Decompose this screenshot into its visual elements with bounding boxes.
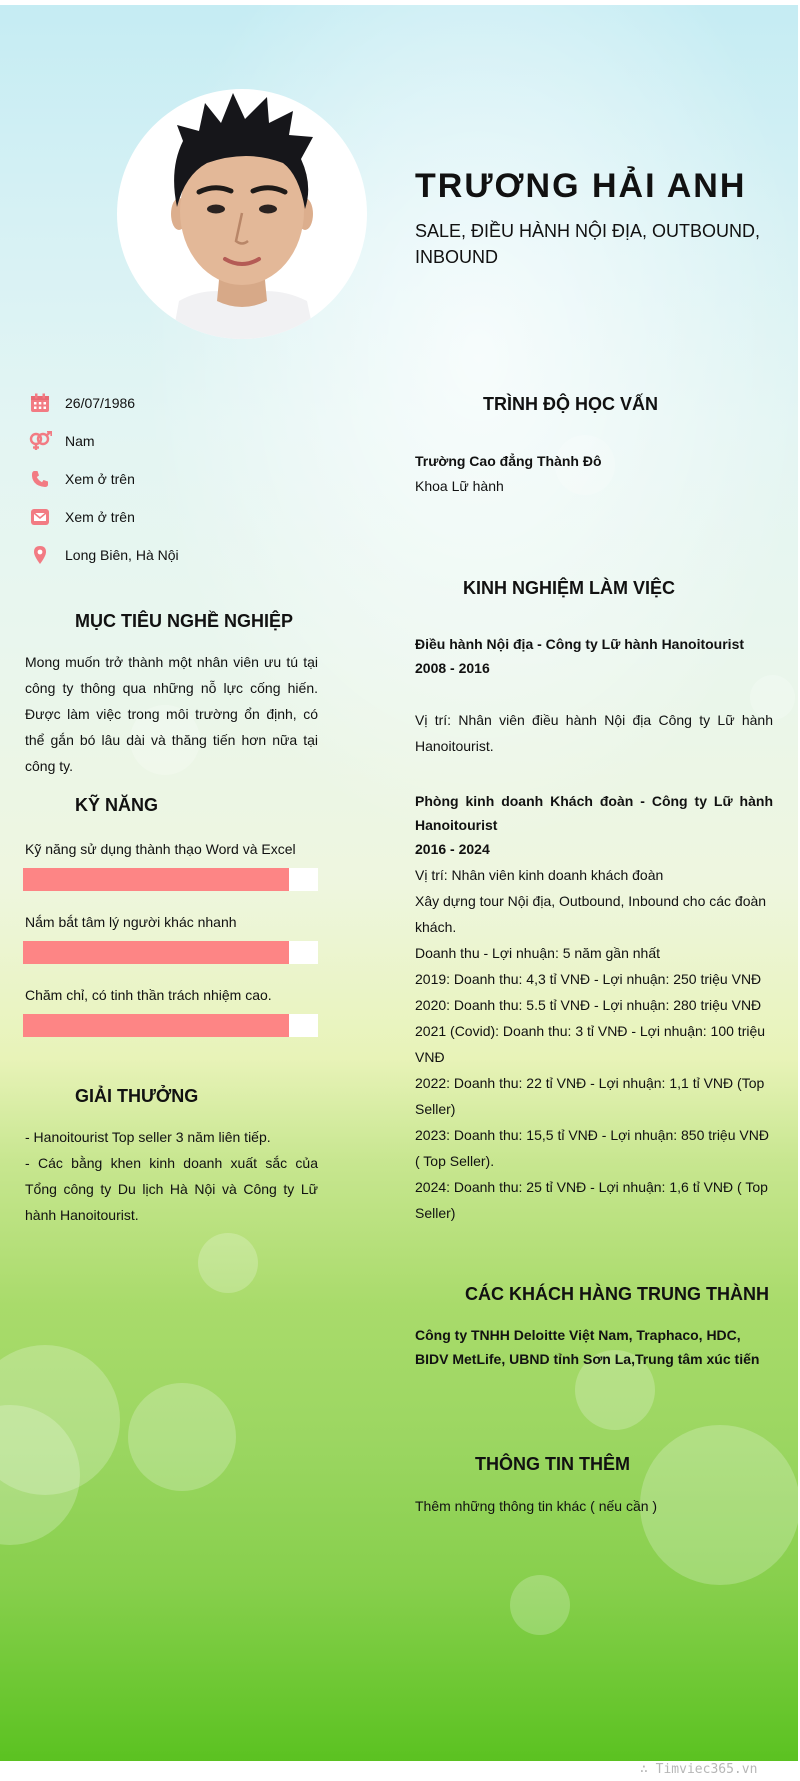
contact-birthday-row [28,390,136,416]
education-school: Trường Cao đẳng Thành Đô [415,453,602,469]
skill-bar [23,941,318,964]
skill-label: Chăm chỉ, có tinh thần trách nhiệm cao. [25,987,272,1003]
clients-text: Công ty TNHH Deloitte Việt Nam, Traphaco, HDC, BIDV MetLife, UBND tỉnh Sơn La,Trung tâm xúc tiến [415,1327,760,1367]
job-line: 2020: Doanh thu: 5.5 tỉ VNĐ - Lợi nhuận: 280 triệu VNĐ [415,997,762,1013]
site-watermark: ∴ Timviec365.vn [640,1762,758,1777]
job-line: 2023: Doanh thu: 15,5 tỉ VNĐ - Lợi nhuận: 850 triệu VNĐ ( Top Seller). [415,1127,769,1169]
contact-gender-row [28,428,95,454]
job-line: Vị trí: Nhân viên kinh doanh khách đoàn [415,867,664,883]
phone-value: Xem ở trên [65,471,135,487]
skill-bar [23,868,318,891]
contact-email-row [28,504,135,530]
awards-heading: GIẢI THƯỞNG [75,1086,199,1106]
skill-bar-fill [23,1014,289,1037]
job-line: Xây dựng tour Nội địa, Outbound, Inbound cho các đoàn khách. [415,893,767,935]
more-info-text: Thêm những thông tin khác ( nếu cần ) [415,1498,658,1514]
job-line: Vị trí: Nhân viên điều hành Nội địa Công ty Lữ hành Hanoitourist. [415,712,773,754]
bokeh-decoration [128,1383,236,1491]
skill-bar [23,1014,318,1037]
experience-heading: KINH NGHIỆM LÀM VIỆC [463,578,676,598]
skill-label: Kỹ năng sử dụng thành thạo Word và Excel [25,841,296,857]
location-pin-icon [28,543,52,567]
bokeh-decoration [640,1425,798,1585]
job-line: Doanh thu - Lợi nhuận: 5 năm gần nhất [415,945,661,961]
skill-bar-fill [23,941,289,964]
award-item: - Hanoitourist Top seller 3 năm liên tiếp. [25,1129,271,1145]
candidate-title: SALE, ĐIỀU HÀNH NỘI ĐỊA, OUTBOUND, INBOUND [415,221,761,267]
award-item: - Các bằng khen kinh doanh xuất sắc của Tổng công ty Du lịch Hà Nội và Công ty Lữ hành Hanoitourist. [25,1155,318,1223]
bokeh-decoration [510,1575,570,1635]
email-icon [28,505,52,529]
clients-heading: CÁC KHÁCH HÀNG TRUNG THÀNH [465,1284,769,1304]
gender-icon [28,429,52,453]
job-period: 2008 - 2016 [415,660,490,676]
job-line: 2022: Doanh thu: 22 tỉ VNĐ - Lợi nhuận: 1,1 tỉ VNĐ (Top Seller) [415,1075,765,1117]
job-line: 2024: Doanh thu: 25 tỉ VNĐ - Lợi nhuận: 1,6 tỉ VNĐ ( Top Seller) [415,1179,768,1221]
candidate-name: TRƯƠNG HẢI ANH [415,167,747,205]
job-line: 2021 (Covid): Doanh thu: 3 tỉ VNĐ - Lợi nhuận: 100 triệu VNĐ [415,1023,766,1065]
email-value: Xem ở trên [65,509,135,525]
education-heading: TRÌNH ĐỘ HỌC VẤN [483,394,658,414]
portrait-illustration [117,89,367,339]
job-title: Phòng kinh doanh Khách đoàn - Công ty Lữ hành Hanoitourist [415,793,773,833]
objective-heading: MỤC TIÊU NGHỀ NGHIỆP [75,611,294,631]
objective-text: Mong muốn trở thành một nhân viên ưu tú tại công ty thông qua những nỗ lực cống hiến. Được làm việc trong môi trường ổn định, có thể gắn bó lâu dài và thăng tiến hơn nữa tại công ty. [25,654,318,774]
job-line: 2019: Doanh thu: 4,3 tỉ VNĐ - Lợi nhuận: 250 triệu VNĐ [415,971,762,987]
contact-address-row [28,542,179,568]
calendar-icon [28,391,52,415]
skills-heading: KỸ NĂNG [75,795,159,815]
birthday-value: 26/07/1986 [65,395,136,411]
contact-phone-row [28,466,135,492]
education-major: Khoa Lữ hành [415,478,504,494]
phone-icon [28,467,52,491]
gender-value: Nam [65,433,95,449]
cv-page [0,5,798,1761]
profile-photo [117,89,367,339]
job-title: Điều hành Nội địa - Công ty Lữ hành Hanoitourist [415,636,745,652]
skill-bar-fill [23,868,289,891]
more-info-heading: THÔNG TIN THÊM [475,1454,630,1474]
bokeh-decoration [198,1233,258,1293]
skill-label: Nắm bắt tâm lý người khác nhanh [25,914,237,930]
job-period: 2016 - 2024 [415,841,490,857]
address-value: Long Biên, Hà Nội [65,547,179,563]
